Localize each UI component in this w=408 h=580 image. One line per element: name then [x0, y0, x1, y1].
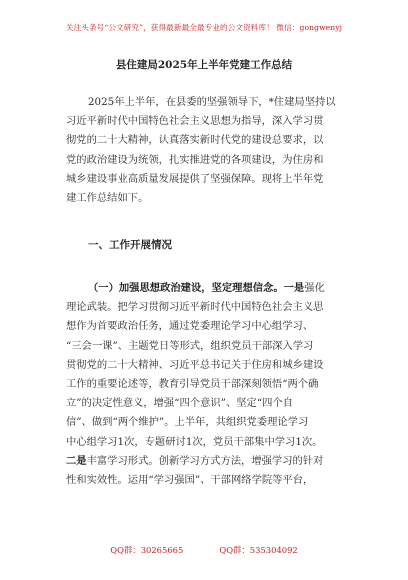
paragraph-text: 丰富学习形式。创新学习方式方法，增强学习的针对: [86, 454, 324, 467]
subsection-heading: （一）加强思想政治建设，坚定理想信念。: [88, 282, 284, 294]
intro-line: 彻党的二十大精神，认真落实新时代党的建设总要求，以: [66, 134, 324, 147]
paragraph-line: [66, 279, 356, 298]
intro-line: 党的政治建设为统领，扎实推进党的各项建设，为住房和: [66, 153, 324, 166]
paragraph-line: “三会一课”、主题党日等形式，组织党员干部深入学习: [66, 339, 314, 352]
paragraph-line: 想作为首要政治任务，通过党委理论学习中心组学习、: [66, 320, 314, 333]
paragraph-line: 性和实效性。运用“学习强国”、干部网络学院等平台，: [66, 473, 314, 486]
point-marker: 一是: [283, 282, 305, 294]
paragraph-line: [66, 452, 356, 471]
intro-line: 2025年上半年，在县委的坚强领导下，*住建局坚持以: [88, 96, 336, 108]
paragraph-line: 理论武装。把学习贯彻习近平新时代中国特色社会主义思: [66, 301, 324, 314]
paragraph-text: 强化: [304, 282, 325, 294]
point-marker: 二是: [66, 454, 87, 467]
intro-line: 城乡建设事业高质量发展提供了坚强保障。现将上半年党: [66, 172, 324, 185]
qq-group-1: QQ群：30265665: [110, 545, 184, 555]
header-banner: 关注头条号“公文研究”，获得最新最全最专业的公文资料库！ 微信：gongwenyj: [65, 23, 343, 32]
intro-line: 建工作总结如下。: [66, 191, 149, 204]
qq-group-2: QQ群：535304092: [219, 545, 298, 555]
intro-line: 习近平新时代中国特色社会主义思想为指导，深入学习贯: [66, 115, 324, 128]
paragraph-line: 信”、做到“两个维护”。上半年，共组织党委理论学习: [66, 416, 309, 429]
intro-paragraph: [66, 93, 356, 208]
footer-contact: [0, 544, 408, 556]
paragraph-line: 立”的决定性意义，增强“四个意识”、坚定“四个自: [66, 397, 293, 410]
paragraph-line: 中心组学习1次，专题研讨1次，党员干部集中学习1次。: [66, 435, 323, 448]
paragraph-line: 工作的重要论述等，教育引导党员干部深刻领悟“两个确: [66, 377, 319, 390]
section-heading: 一、工作开展情况: [88, 239, 172, 251]
paragraph-line: 贯彻党的二十大精神、习近平总书记关于住房和城乡建设: [66, 358, 324, 371]
paragraph-ideology: [66, 279, 356, 490]
document-title: 县住建局2025年上半年党建工作总结: [115, 59, 293, 71]
